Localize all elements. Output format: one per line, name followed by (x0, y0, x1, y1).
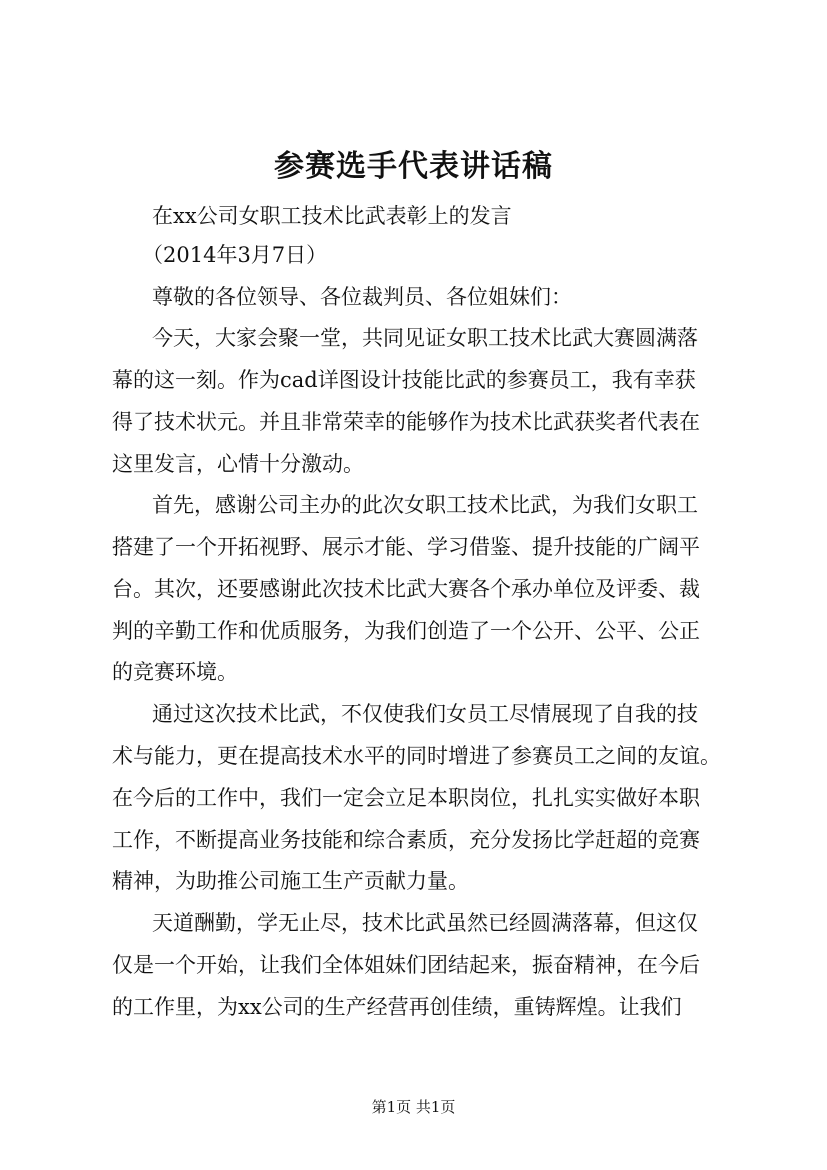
body-line: 判的辛勤工作和优质服务，为我们创造了一个公开、公平、公正 (112, 619, 700, 643)
body-line: 通过这次技术比武，不仅使我们女员工尽情展现了自我的技 (152, 702, 698, 726)
body-line: 这里发言，心情十分激动。 (112, 452, 364, 476)
body-line: 今天，大家会聚一堂，共同见证女职工技术比武大赛圆满落 (152, 326, 698, 350)
body-line: 搭建了一个开拓视野、展示才能、学习借鉴、提升技能的广阔平 (112, 535, 700, 559)
document-date: （2014年3月7日） (142, 243, 328, 267)
document-subtitle: 在xx公司女职工技术比武表彰上的发言 (152, 204, 512, 228)
body-line: 首先，感谢公司主办的此次女职工技术比武，为我们女职工 (152, 493, 698, 517)
body-line: 在今后的工作中，我们一定会立足本职岗位，扎扎实实做好本职 (112, 786, 700, 810)
body-line: 天道酬勤，学无止尽，技术比武虽然已经圆满落幕，但这仅 (152, 911, 698, 935)
salutation: 尊敬的各位领导、各位裁判员、各位姐妹们： (152, 285, 572, 309)
body-line: 的工作里，为xx公司的生产经营再创佳绩，重铸辉煌。让我们 (112, 995, 682, 1019)
page-footer: 第1页 共1页 (371, 1098, 456, 1116)
body-line: 得了技术状元。并且非常荣幸的能够作为技术比武获奖者代表在 (112, 410, 700, 434)
body-line: 工作，不断提高业务技能和综合素质，充分发扬比学赶超的竞赛 (112, 828, 700, 852)
body-line: 的竞赛环境。 (112, 660, 238, 684)
body-line: 幕的这一刻。作为cad详图设计技能比武的参赛员工，我有幸获 (112, 368, 696, 392)
document-title: 参赛选手代表讲话稿 (274, 149, 553, 184)
body-line: 仅是一个开始，让我们全体姐妹们团结起来，振奋精神，在今后 (112, 953, 700, 977)
body-line: 台。其次，还要感谢此次技术比武大赛各个承办单位及评委、裁 (112, 577, 700, 601)
body-line: 术与能力，更在提高技术水平的同时增进了参赛员工之间的友谊。 (112, 744, 721, 768)
body-line: 精神，为助推公司施工生产贡献力量。 (112, 869, 469, 893)
